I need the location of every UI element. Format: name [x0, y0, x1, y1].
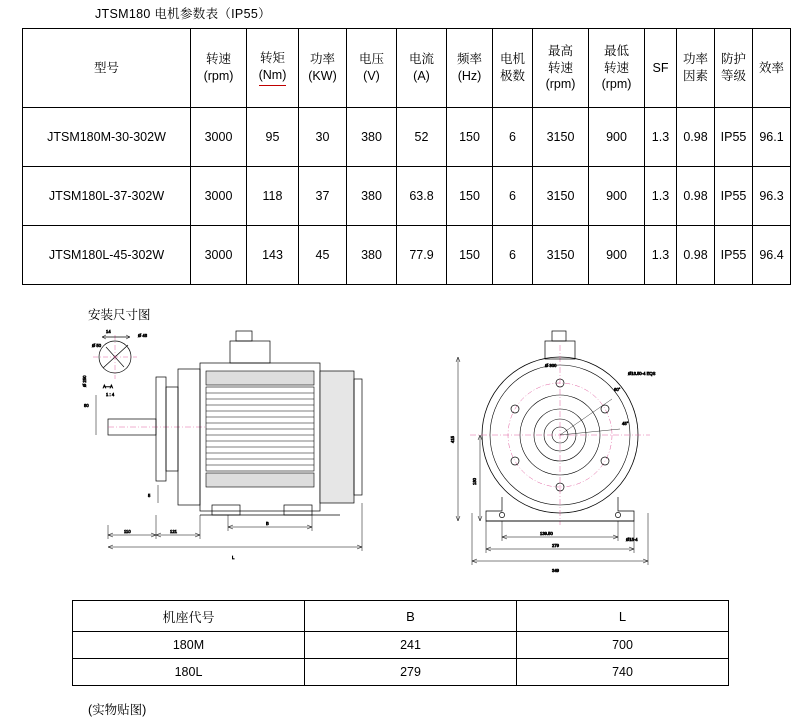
section-detail-aa: [93, 335, 137, 379]
cell-torque: 95: [247, 108, 299, 167]
dim-label-349: 349: [552, 568, 559, 573]
cell-power-factor: 0.98: [677, 167, 715, 226]
frame-cell-code: 180M: [73, 632, 305, 659]
cell-min-speed: 900: [589, 108, 645, 167]
dimension-drawing-title: 安装尺寸图: [88, 308, 151, 322]
cell-voltage: 380: [347, 226, 397, 285]
header-cell-poles: 电机 极数: [493, 29, 533, 108]
frame-cell-l: 700: [517, 632, 729, 659]
cell-torque: 118: [247, 167, 299, 226]
frame-header-l: L: [517, 601, 729, 632]
cell-power: 30: [299, 108, 347, 167]
frame-cell-b: 279: [305, 659, 517, 686]
cell-voltage: 380: [347, 167, 397, 226]
cell-current: 52: [397, 108, 447, 167]
frame-table: [72, 600, 729, 686]
dim-label-80: 80: [84, 403, 89, 408]
header-cell-sf: SF: [645, 29, 677, 108]
dim-label-14: 14: [106, 329, 111, 334]
cell-model: JTSM180L-37-302W: [23, 167, 191, 226]
drawing-svg: [40, 325, 760, 585]
frame-header-code: 机座代号: [73, 601, 305, 632]
dim-label-d15-4: Ø15-4: [626, 537, 638, 542]
dimension-drawing: [40, 325, 760, 585]
spec-table-container: [22, 28, 784, 285]
dim-label-110: 110: [124, 529, 131, 534]
cell-voltage: 380: [347, 108, 397, 167]
cell-min-speed: 900: [589, 226, 645, 285]
header-cell-min-speed: 最低 转速 (rpm): [589, 29, 645, 108]
dim-label-279: 279: [552, 543, 559, 548]
cell-max-speed: 3150: [533, 226, 589, 285]
front-view: [470, 331, 650, 525]
cell-model: JTSM180L-45-302W: [23, 226, 191, 285]
frame-header-row: [73, 601, 729, 632]
cell-sf: 1.3: [645, 226, 677, 285]
frame-cell-b: 241: [305, 632, 517, 659]
dim-label-180: 180: [472, 478, 477, 485]
cell-power: 45: [299, 226, 347, 285]
footer-note: (实物贴图): [88, 703, 147, 717]
cell-speed: 3000: [191, 167, 247, 226]
dim-label-d50: Ø 50: [92, 343, 102, 348]
header-cell-torque: 转矩 (Nm): [247, 29, 299, 108]
cell-protection: IP55: [715, 108, 753, 167]
dim-label-d300: Ø 300: [545, 363, 557, 368]
header-cell-model: 型号: [23, 29, 191, 108]
cell-power-factor: 0.98: [677, 226, 715, 285]
cell-poles: 6: [493, 108, 533, 167]
section-scale-label: 1 : 4: [106, 392, 115, 397]
cell-max-speed: 3150: [533, 108, 589, 167]
spec-table: [22, 28, 791, 285]
frame-cell-code: 180L: [73, 659, 305, 686]
cell-model: JTSM180M-30-302W: [23, 108, 191, 167]
cell-frequency: 150: [447, 108, 493, 167]
frame-row: [73, 659, 729, 686]
page-title: JTSM180 电机参数表（IP55）: [95, 7, 271, 21]
cell-power-factor: 0.98: [677, 108, 715, 167]
table-row: [23, 226, 791, 285]
dim-label-121: 121: [170, 529, 177, 534]
frame-header-b: B: [305, 601, 517, 632]
section-label-aa: A—A: [103, 384, 113, 389]
dim-label-l: L: [232, 555, 235, 560]
dim-label-45deg: 45°: [622, 421, 629, 426]
dim-label-139-50: 139.50: [540, 531, 553, 536]
cell-poles: 6: [493, 167, 533, 226]
cell-min-speed: 900: [589, 167, 645, 226]
header-cell-power-factor: 功率 因素: [677, 29, 715, 108]
cell-frequency: 150: [447, 226, 493, 285]
cell-efficiency: 96.3: [753, 167, 791, 226]
cell-protection: IP55: [715, 226, 753, 285]
frame-table-container: [72, 600, 728, 686]
frame-cell-l: 740: [517, 659, 729, 686]
dim-label-d250: Ø 250: [82, 375, 87, 387]
cell-power: 37: [299, 167, 347, 226]
header-cell-current: 电流 (A): [397, 29, 447, 108]
table-row: [23, 167, 791, 226]
cell-efficiency: 96.1: [753, 108, 791, 167]
cell-protection: IP55: [715, 167, 753, 226]
header-cell-efficiency: 效率: [753, 29, 791, 108]
cell-efficiency: 96.4: [753, 226, 791, 285]
header-cell-max-speed: 最高 转速 (rpm): [533, 29, 589, 108]
cell-speed: 3000: [191, 108, 247, 167]
dim-label-d1850-4eqs: Ø18.50-4 EQS: [628, 371, 656, 376]
header-cell-speed: 转速 (rpm): [191, 29, 247, 108]
header-cell-power: 功率 (KW): [299, 29, 347, 108]
cell-sf: 1.3: [645, 108, 677, 167]
header-cell-frequency: 频率 (Hz): [447, 29, 493, 108]
dim-label-d48: Ø 48: [138, 333, 148, 338]
header-cell-protection: 防护 等级: [715, 29, 753, 108]
table-header-row: [23, 29, 791, 108]
header-cell-voltage: 电压 (V): [347, 29, 397, 108]
frame-row: [73, 632, 729, 659]
cell-frequency: 150: [447, 167, 493, 226]
dim-label-5: 5: [148, 493, 151, 498]
cell-poles: 6: [493, 226, 533, 285]
cell-current: 63.8: [397, 167, 447, 226]
dim-label-60deg: 60°: [614, 387, 621, 392]
dim-label-415: 415: [450, 436, 455, 443]
cell-sf: 1.3: [645, 167, 677, 226]
table-row: [23, 108, 791, 167]
dim-label-b: B: [266, 521, 269, 526]
cell-torque: 143: [247, 226, 299, 285]
cell-max-speed: 3150: [533, 167, 589, 226]
cell-speed: 3000: [191, 226, 247, 285]
cell-current: 77.9: [397, 226, 447, 285]
